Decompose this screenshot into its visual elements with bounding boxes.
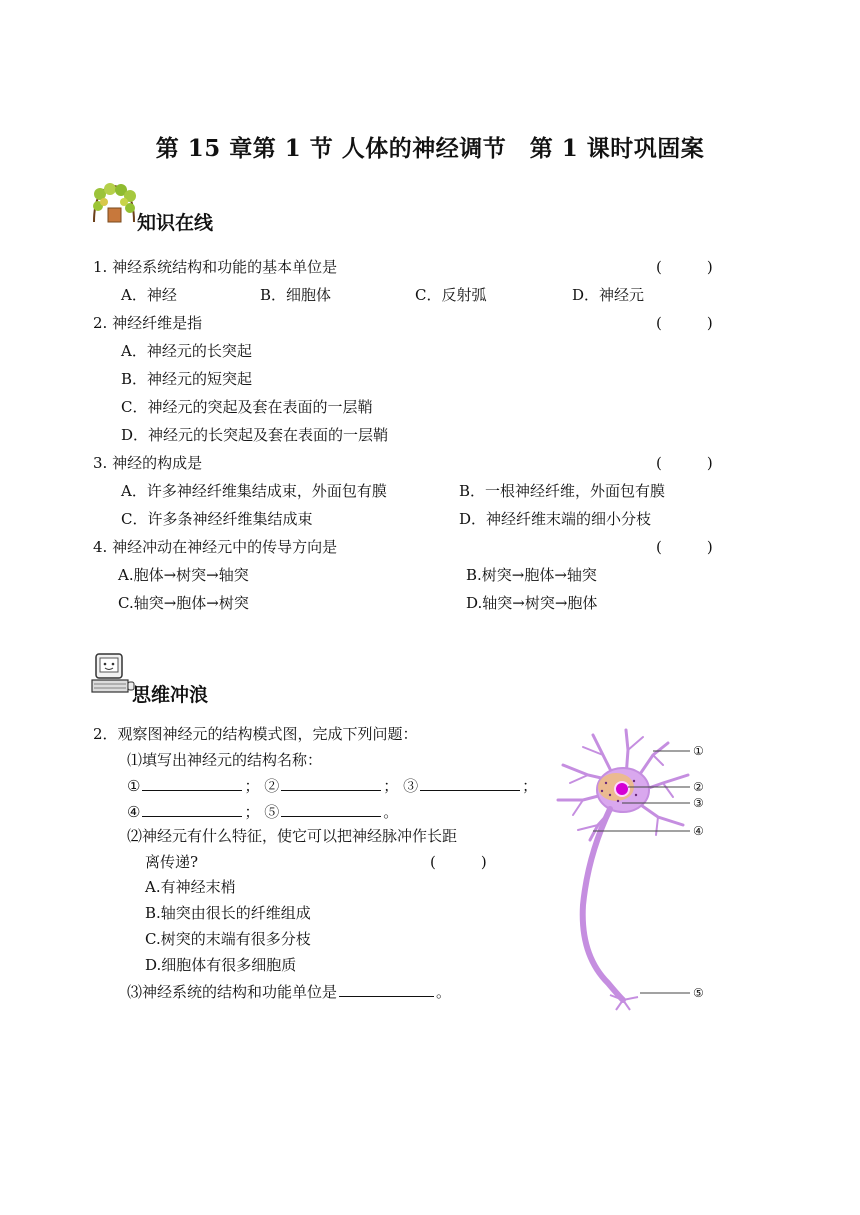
sub3-end: 。 <box>436 983 452 1001</box>
separator: ； <box>383 777 399 795</box>
separator: ； <box>244 803 260 821</box>
section-heading-thinking: 思维冲浪 <box>132 684 209 706</box>
question-3-answer-paren[interactable]: ( ) <box>656 454 713 472</box>
blank-row-2 <box>127 800 398 822</box>
question-1-text: 1. 神经系统结构和功能的基本单位是 <box>93 258 338 276</box>
question-neuron-sub3 <box>127 980 451 1002</box>
sub2-option-c[interactable]: C.树突的末端有很多分枝 <box>145 930 311 948</box>
q2-option-b[interactable]: B．神经元的短突起 <box>121 370 253 388</box>
question-neuron-stem: 2．观察图神经元的结构模式图，完成下列问题： <box>93 725 418 743</box>
diagram-label-4: ④ <box>693 824 704 838</box>
page-title: 第 15 章第 1 节 人体的神经调节 第 1 课时巩固案 <box>155 135 705 162</box>
question-2-text: 2. 神经纤维是指 <box>93 314 203 332</box>
q3-option-c[interactable]: C．许多条神经纤维集结成束 <box>121 510 313 528</box>
diagram-label-3: ③ <box>693 796 704 810</box>
q4-option-c[interactable]: C.轴突→胞体→树突 <box>118 594 249 612</box>
diagram-label-5: ⑤ <box>693 986 704 1000</box>
diagram-label-2: ② <box>693 780 704 794</box>
question-3-text: 3. 神经的构成是 <box>93 454 203 472</box>
sub3-text: ⑶神经系统的结构和功能单位是 <box>127 983 338 1001</box>
q3-option-d[interactable]: D．神经纤维末端的细小分枝 <box>459 510 652 528</box>
marker-1: ① <box>127 777 141 795</box>
question-1-answer-paren[interactable]: ( ) <box>656 258 713 276</box>
sub2-option-d[interactable]: D.细胞体有很多细胞质 <box>145 956 297 974</box>
q1-option-a[interactable]: A．神经 <box>121 286 177 304</box>
nucleus <box>615 782 629 796</box>
marker-2: ② <box>264 777 280 795</box>
q4-option-a[interactable]: A.胞体→树突→轴突 <box>118 566 249 584</box>
computer-icon <box>90 652 136 702</box>
question-neuron-sub2: ⑵神经元有什么特征，使它可以把神经脉冲作长距 <box>127 827 458 845</box>
end-mark: 。 <box>383 803 399 821</box>
question-neuron-sub2-cont: 离传递? <box>145 853 199 871</box>
neuron-diagram <box>548 725 718 1019</box>
question-4-text: 4. 神经冲动在神经元中的传导方向是 <box>93 538 338 556</box>
q1-option-c[interactable]: C．反射弧 <box>415 286 487 304</box>
axon <box>583 809 623 1000</box>
q3-option-b[interactable]: B．一根神经纤维，外面包有膜 <box>459 482 666 500</box>
blank-1[interactable] <box>142 774 242 791</box>
q3-option-a[interactable]: A．许多神经纤维集结成束，外面包有膜 <box>121 482 387 500</box>
question-2-answer-paren[interactable]: ( ) <box>656 314 713 332</box>
q1-option-d[interactable]: D．神经元 <box>572 286 645 304</box>
marker-3: ③ <box>403 777 419 795</box>
sub2-option-b[interactable]: B.轴突由很长的纤维组成 <box>145 904 311 922</box>
diagram-label-1: ① <box>693 744 704 758</box>
q4-option-b[interactable]: B.树突→胞体→轴突 <box>466 566 597 584</box>
blank-3[interactable] <box>420 774 520 791</box>
section-heading-knowledge: 知识在线 <box>137 212 214 234</box>
separator: ； <box>244 777 260 795</box>
question-neuron-sub1: ⑴填写出神经元的结构名称： <box>127 751 323 769</box>
blank-4[interactable] <box>142 800 242 817</box>
question-neuron-sub2-paren[interactable]: ( ) <box>430 853 487 871</box>
separator: ； <box>522 777 538 795</box>
q2-option-a[interactable]: A．神经元的长突起 <box>121 342 252 360</box>
blank-row-1 <box>127 774 537 796</box>
blank-2[interactable] <box>281 774 381 791</box>
q4-option-d[interactable]: D.轴突→树突→胞体 <box>466 594 598 612</box>
q2-option-c[interactable]: C．神经元的突起及套在表面的一层鞘 <box>121 398 373 416</box>
q1-option-b[interactable]: B．细胞体 <box>260 286 332 304</box>
potted-plant-icon <box>90 182 138 232</box>
marker-4: ④ <box>127 803 141 821</box>
sub2-option-a[interactable]: A.有神经末梢 <box>145 878 236 896</box>
q2-option-d[interactable]: D．神经元的长突起及套在表面的一层鞘 <box>121 426 389 444</box>
marker-5: ⑤ <box>264 803 280 821</box>
blank-sub3[interactable] <box>339 980 434 997</box>
blank-5[interactable] <box>281 800 381 817</box>
question-4-answer-paren[interactable]: ( ) <box>656 538 713 556</box>
